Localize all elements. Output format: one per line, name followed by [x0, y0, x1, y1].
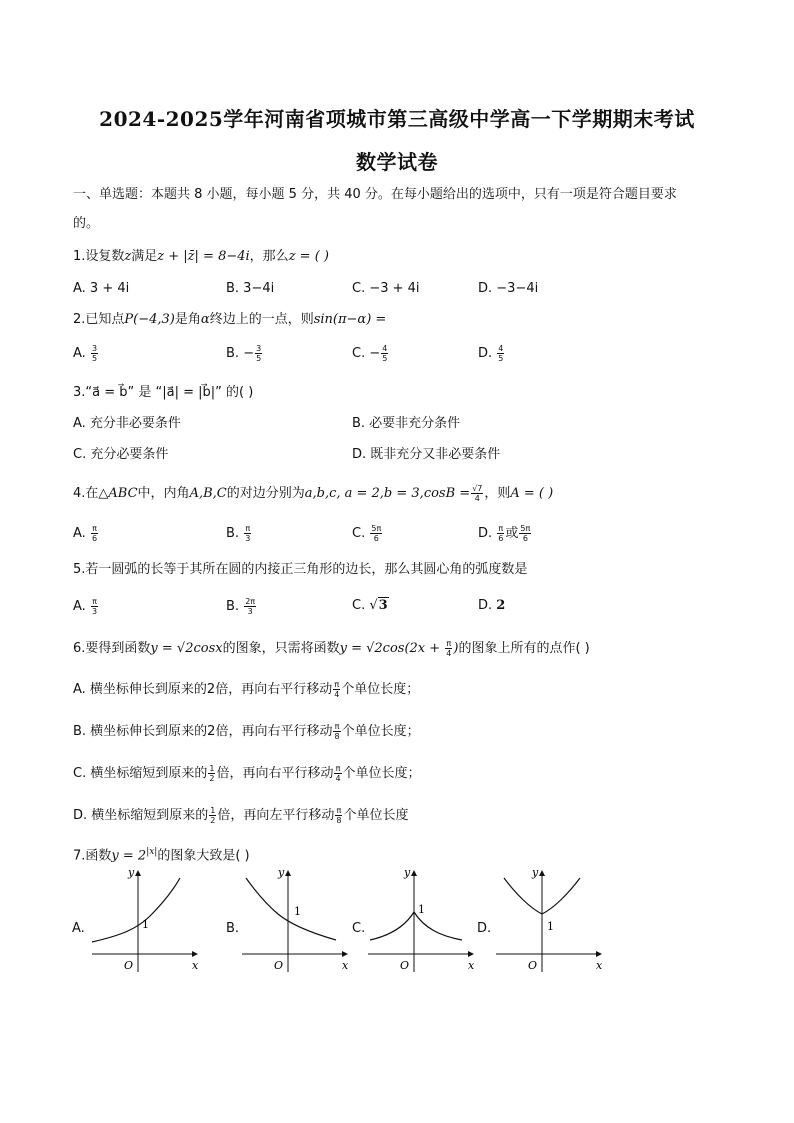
section-heading-cont: 的。 — [73, 216, 100, 231]
q4-option-d[interactable]: D. $\frac{\pi}{6}$ 或 $\frac{5\pi}{6}$ — [478, 524, 531, 543]
q6-option-c[interactable]: C. 横坐标缩短到原来的 $\frac{1}{2}$ 倍，再向右平行移动 $\frac{\pi}{4}$ 个单位长度； — [73, 764, 421, 783]
origin-label: O — [400, 959, 410, 972]
one-label: 1 — [294, 905, 301, 918]
y-axis-label: y — [532, 868, 539, 879]
q2-option-b[interactable]: B. − $\frac{3}{5}$ — [226, 344, 262, 363]
q7-graph-a[interactable] — [88, 868, 200, 976]
one-label: 1 — [547, 920, 554, 933]
exam-title: 2024-2025学年河南省项城市第三高级中学高一下学期期末考试 — [99, 107, 695, 131]
q6-option-d[interactable]: D. 横坐标缩短到原来的 $\frac{1}{2}$ 倍，再向左平行移动 $\frac{\pi}{8}$ 个单位长度 — [73, 806, 409, 825]
x-axis-label: x — [468, 959, 475, 972]
origin-label: O — [528, 959, 538, 972]
y-axis-label: y — [404, 868, 411, 879]
q5-option-c[interactable]: C. √3 — [352, 598, 388, 613]
q6-option-a[interactable]: A. 横坐标伸长到原来的2倍，再向右平行移动 $\frac{\pi}{4}$ 个单位长度； — [73, 680, 420, 699]
q3-option-d[interactable]: D. 既非充分又非必要条件 — [352, 447, 501, 462]
one-label: 1 — [418, 903, 425, 916]
q2-option-d[interactable]: D. $\frac{4}{5}$ — [478, 344, 504, 363]
q7-option-b-label[interactable]: B. — [226, 921, 240, 936]
x-axis-label: x — [192, 959, 199, 972]
question-3: 3.“a⃗ = b⃗” 是 “|a⃗| = |b⃗|” 的( ) — [73, 385, 254, 400]
q2-option-c[interactable]: C. − $\frac{4}{5}$ — [352, 344, 388, 363]
question-4: 4.在△ABC中，内角A,B,C的对边分别为a,b,c, a = 2,b = 3,cosB = $\frac{√7}{4}$ ，则A = ( ) — [73, 484, 554, 503]
q1-option-d[interactable]: D. −3−4i — [478, 281, 539, 296]
x-axis-label: x — [596, 959, 603, 972]
q6-option-b[interactable]: B. 横坐标伸长到原来的2倍，再向右平行移动 $\frac{\pi}{8}$ 个单位长度； — [73, 722, 420, 741]
question-2: 2.已知点P(−4,3)是角α终边上的一点，则sin(π−α) = — [73, 312, 387, 327]
q7-option-d-label[interactable]: D. — [477, 921, 492, 936]
x-axis-label: x — [342, 959, 349, 972]
exam-subtitle: 数学试卷 — [356, 150, 438, 174]
q7-graph-c[interactable] — [364, 868, 476, 976]
question-7: 7.函数$y = 2^{|x|}$的图象大致是( ) — [73, 847, 250, 864]
q4-option-a[interactable]: A. $\frac{\pi}{6}$ — [73, 524, 98, 543]
section-heading: 一、单选题：本题共 8 小题，每小题 5 分，共 40 分。在每小题给出的选项中，只有一项是符合题目要求 — [73, 187, 677, 202]
origin-label: O — [124, 959, 134, 972]
q4-option-c[interactable]: C. $\frac{5\pi}{6}$ — [352, 524, 382, 543]
y-axis-label: y — [278, 868, 285, 879]
origin-label: O — [274, 959, 284, 972]
q7-graph-b[interactable] — [238, 868, 350, 976]
q7-graph-d[interactable] — [492, 868, 604, 976]
y-axis-label: y — [128, 868, 135, 879]
one-label: 1 — [142, 918, 149, 931]
q3-option-a[interactable]: A. 充分非必要条件 — [73, 416, 181, 431]
q1-option-c[interactable]: C. −3 + 4i — [352, 281, 420, 296]
q4-option-b[interactable]: B. $\frac{\pi}{3}$ — [226, 524, 251, 543]
q5-option-d[interactable]: D. 2 — [478, 598, 506, 613]
q7-option-a-label[interactable]: A. — [72, 921, 85, 936]
q1-option-a[interactable]: A. 3 + 4i — [73, 281, 130, 296]
question-6: 6.要得到函数y = √2cosx的图象，只需将函数y = √2cos(2x + $\frac{\pi}{4}$ )的图象上所有的点作( ) — [73, 639, 590, 658]
q1-option-b[interactable]: B. 3−4i — [226, 281, 275, 296]
q2-option-a[interactable]: A. $\frac{3}{5}$ — [73, 344, 98, 363]
question-5: 5.若一圆弧的长等于其所在圆的内接正三角形的边长，那么其圆心角的弧度数是 — [73, 562, 528, 577]
q5-option-b[interactable]: B. $\frac{2\pi}{3}$ — [226, 597, 256, 616]
q7-option-c-label[interactable]: C. — [352, 921, 366, 936]
q5-option-a[interactable]: A. $\frac{\pi}{3}$ — [73, 597, 98, 616]
q3-option-c[interactable]: C. 充分必要条件 — [73, 447, 169, 462]
question-1: 1.设复数z满足z + |z̄| = 8−4i，那么z = ( ) — [73, 249, 329, 264]
q3-option-b[interactable]: B. 必要非充分条件 — [352, 416, 461, 431]
